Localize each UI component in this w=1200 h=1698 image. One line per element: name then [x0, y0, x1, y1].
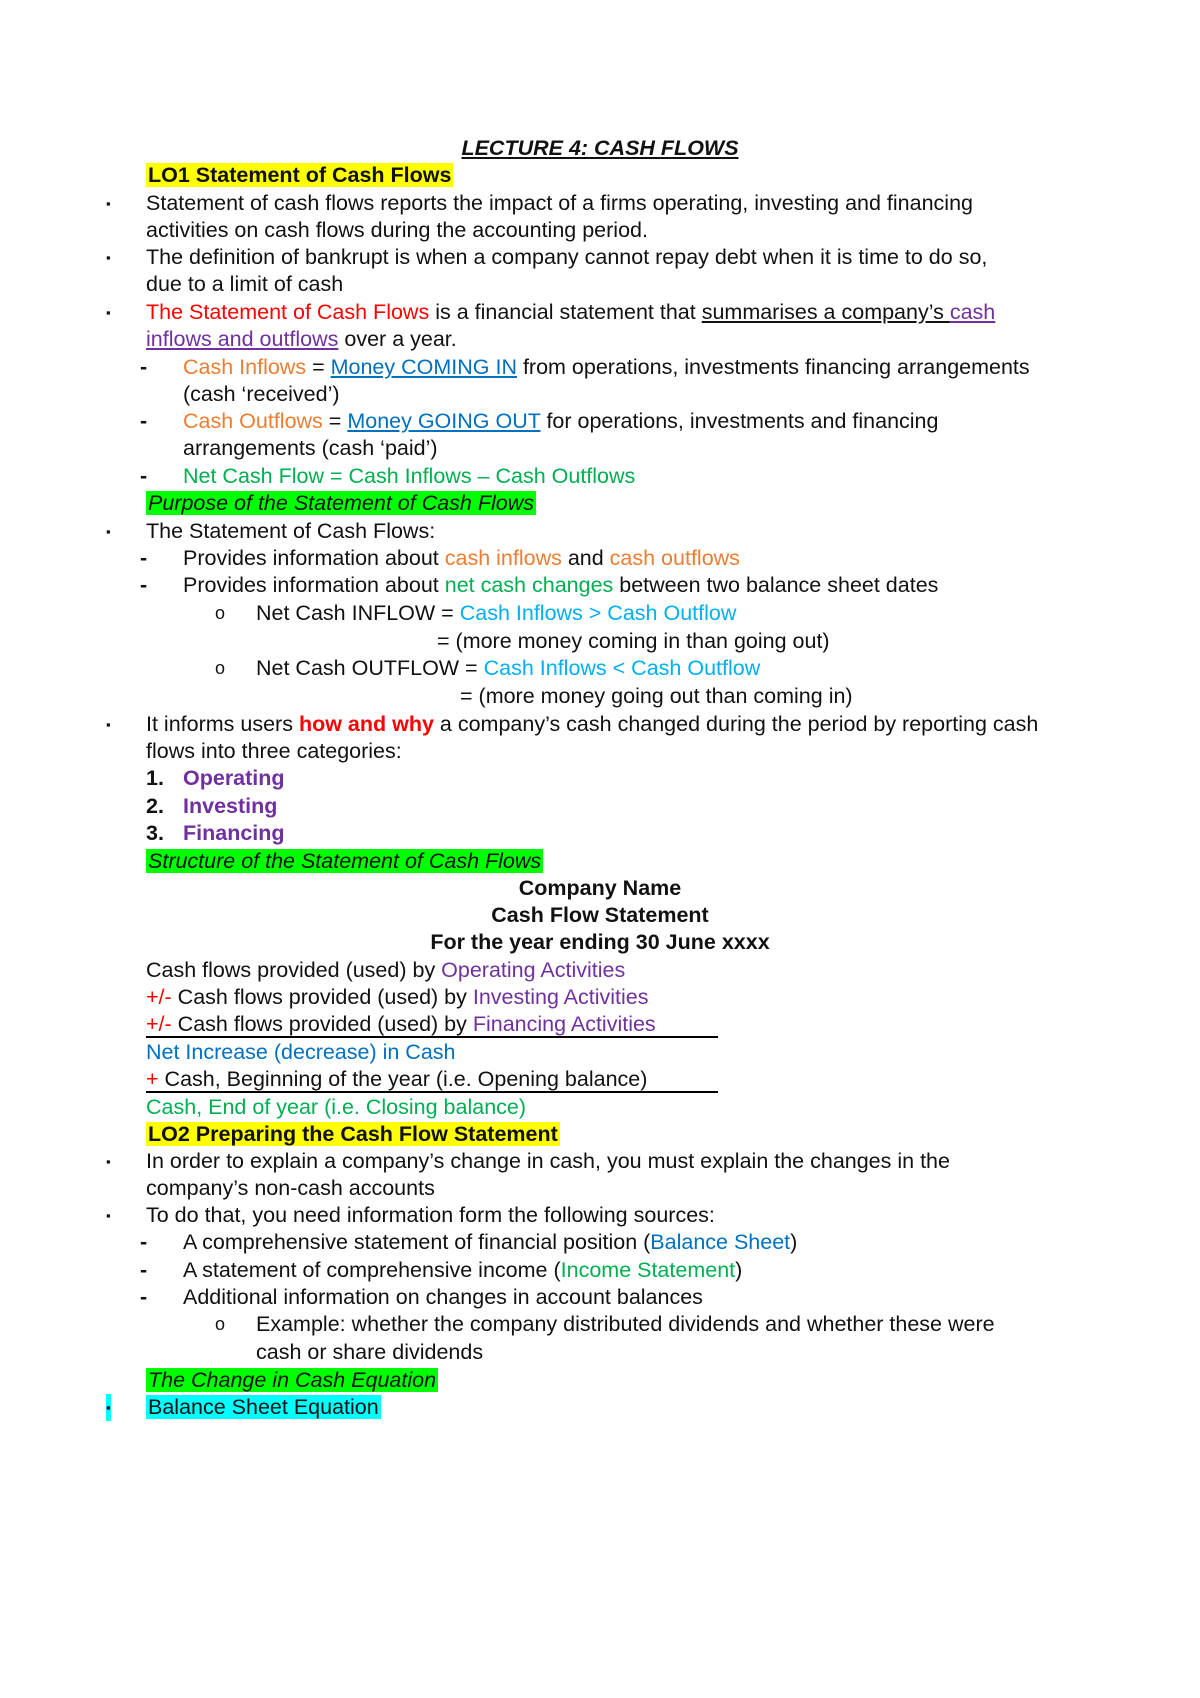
net-outflow-explain: = (more money going out than coming in): [460, 684, 853, 708]
change-item: Balance Sheet Equation: [148, 1395, 379, 1419]
net-cash-flow-line: Net Cash Flow = Cash Inflows – Cash Outflows: [183, 464, 636, 488]
lo1-para-2-cont: due to a limit of cash: [146, 272, 344, 296]
cash-outflows-cont: arrangements (cash ‘paid’): [183, 436, 438, 460]
list-number: 1.: [146, 766, 164, 790]
circle-bullet-icon: o: [215, 1314, 226, 1334]
statement-row-closing: Cash, End of year (i.e. Closing balance): [146, 1095, 527, 1119]
total-rule: [146, 1091, 718, 1093]
lo2-dash-3: Additional information on changes in account balances: [183, 1285, 703, 1309]
dash-icon: -: [140, 464, 148, 488]
dash-icon: -: [140, 1230, 148, 1254]
dash-icon: -: [140, 409, 148, 433]
category-investing: Investing: [183, 794, 278, 818]
lo2-para-1-cont: company’s non-cash accounts: [146, 1176, 435, 1200]
lo2-dash-2: A statement of comprehensive income (Income Statement): [183, 1258, 743, 1282]
bullet-icon: ▪: [106, 524, 111, 539]
circle-bullet-icon: o: [215, 658, 226, 678]
lo2-example: Example: whether the company distributed dividends and whether these were: [256, 1312, 995, 1336]
list-number: 3.: [146, 821, 164, 845]
purpose-heading: Purpose of the Statement of Cash Flows: [148, 491, 535, 515]
cash-outflows-line: Cash Outflows = Money GOING OUT for operations, investments and financing: [183, 409, 939, 433]
bullet-icon: ▪: [106, 250, 111, 265]
dash-icon: -: [140, 1258, 148, 1282]
statement-period: For the year ending 30 June xxxx: [430, 930, 770, 954]
dash-icon: -: [140, 1285, 148, 1309]
bullet-icon: ▪: [106, 1154, 111, 1169]
lo1-heading: LO1 Statement of Cash Flows: [148, 163, 452, 187]
lo1-para-1: Statement of cash flows reports the impact of a firms operating, investing and financing: [146, 191, 973, 215]
money-coming-in-link[interactable]: Money COMING IN: [330, 355, 517, 379]
net-inflow-explain: = (more money coming in than going out): [437, 629, 830, 653]
net-outflow-line: Net Cash OUTFLOW = Cash Inflows < Cash Outflow: [256, 656, 761, 680]
statement-company-name: Company Name: [518, 876, 682, 900]
statement-row-investing: +/- Cash flows provided (used) by Investing Activities: [146, 985, 649, 1009]
purpose-para-4-cont: flows into three categories:: [146, 739, 402, 763]
lo1-para-2: The definition of bankrupt is when a company cannot repay debt when it is time to do so,: [146, 245, 988, 269]
lo1-para-3: The Statement of Cash Flows is a financial statement that summarises a company’s cash: [146, 300, 996, 324]
dash-icon: -: [140, 573, 148, 597]
lo1-para-1-cont: activities on cash flows during the accounting period.: [146, 218, 648, 242]
statement-row-operating: Cash flows provided (used) by Operating Activities: [146, 958, 626, 982]
statement-row-net-increase: Net Increase (decrease) in Cash: [146, 1040, 456, 1064]
purpose-para-4: It informs users how and why a company’s cash changed during the period by reporting cash: [146, 712, 1039, 736]
money-going-out-link[interactable]: Money GOING OUT: [347, 409, 541, 433]
category-financing: Financing: [183, 821, 285, 845]
statement-title: Cash Flow Statement: [491, 903, 709, 927]
lo1-para-3-cont: inflows and outflows over a year.: [146, 327, 457, 351]
change-heading: The Change in Cash Equation: [148, 1368, 437, 1392]
structure-heading: Structure of the Statement of Cash Flows: [148, 849, 542, 873]
lo2-dash-1: A comprehensive statement of financial position (Balance Sheet): [183, 1230, 798, 1254]
bullet-icon: ▪: [106, 717, 111, 732]
circle-bullet-icon: o: [215, 603, 226, 623]
statement-row-opening: + Cash, Beginning of the year (i.e. Opening balance): [146, 1067, 648, 1091]
bullet-icon: ▪: [106, 1208, 111, 1223]
statement-row-financing: +/- Cash flows provided (used) by Financing Activities: [146, 1012, 656, 1036]
net-inflow-line: Net Cash INFLOW = Cash Inflows > Cash Outflow: [256, 601, 737, 625]
dash-icon: -: [140, 546, 148, 570]
lo2-heading: LO2 Preparing the Cash Flow Statement: [148, 1122, 558, 1146]
subtotal-rule: [146, 1036, 718, 1038]
cash-inflows-cont: (cash ‘received’): [183, 382, 340, 406]
purpose-dash-2: Provides information about net cash changes between two balance sheet dates: [183, 573, 939, 597]
purpose-dash-1: Provides information about cash inflows and cash outflows: [183, 546, 740, 570]
bullet-icon: ▪: [106, 196, 111, 211]
lo2-example-cont: cash or share dividends: [256, 1340, 484, 1364]
list-number: 2.: [146, 794, 164, 818]
cash-inflows-line: Cash Inflows = Money COMING IN from operations, investments financing arrangements: [183, 355, 1030, 379]
category-operating: Operating: [183, 766, 285, 790]
page-title: LECTURE 4: CASH FLOWS: [461, 136, 739, 160]
dash-icon: -: [140, 355, 148, 379]
bullet-icon: ▪: [106, 305, 111, 320]
bullet-icon: ▪: [106, 1394, 111, 1421]
purpose-intro: The Statement of Cash Flows:: [146, 519, 436, 543]
lo2-para-2: To do that, you need information form the following sources:: [146, 1203, 715, 1227]
lo2-para-1: In order to explain a company’s change in cash, you must explain the changes in the: [146, 1149, 950, 1173]
